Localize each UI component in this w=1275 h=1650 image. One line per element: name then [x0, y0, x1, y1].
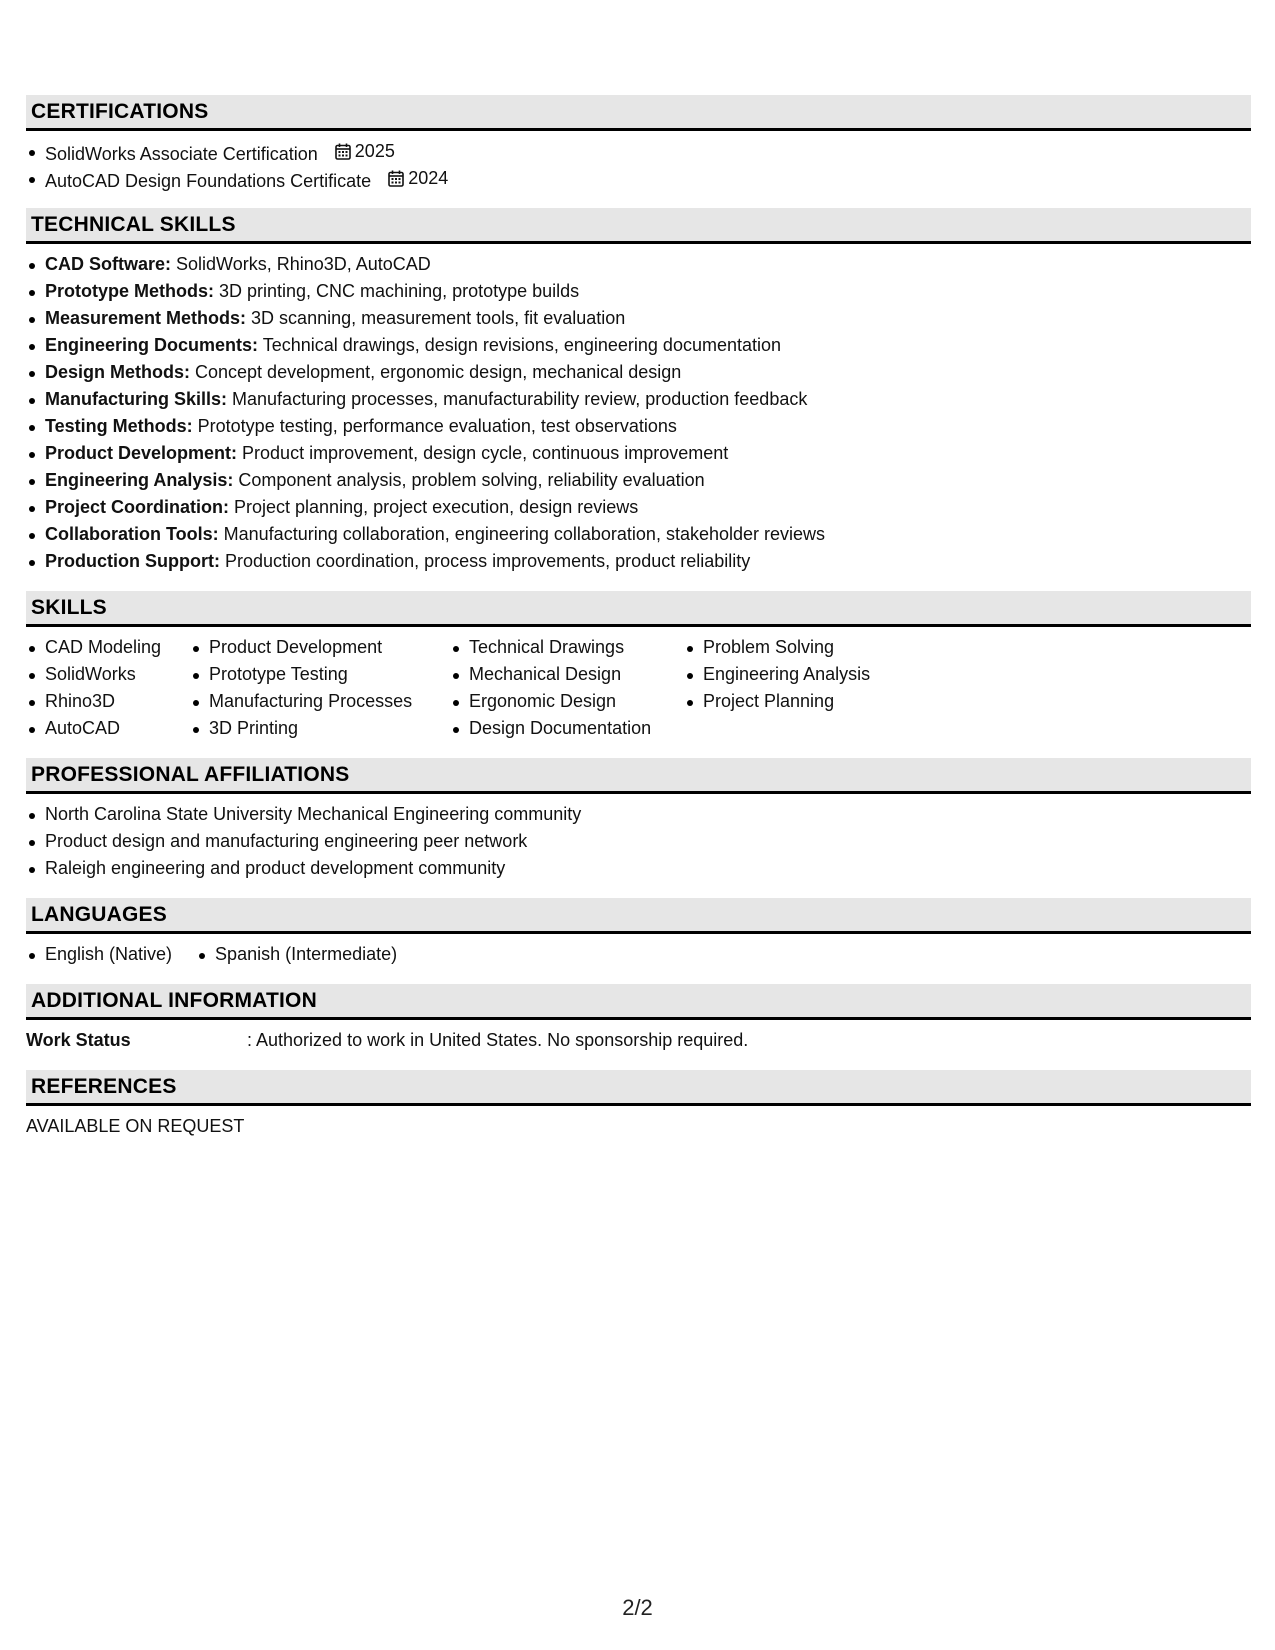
certification-date: [335, 138, 395, 165]
section-title: PROFESSIONAL AFFILIATIONS: [31, 762, 350, 786]
calendar-icon: [335, 143, 351, 160]
info-label: Work Status: [26, 1030, 131, 1050]
technical-skill-item: [26, 305, 1251, 332]
section-title: CERTIFICATIONS: [31, 99, 209, 123]
technical-skills-section: [26, 208, 1251, 575]
skill-category-value: Manufacturing processes, manufacturability review, production feedback: [227, 389, 808, 409]
section-title: ADDITIONAL INFORMATION: [31, 988, 317, 1012]
affiliation-item: Product design and manufacturing engineering peer network: [26, 828, 1251, 855]
affiliations-section: [26, 758, 1251, 882]
skills-column: [450, 634, 660, 742]
skill-item: Design Documentation: [450, 715, 660, 742]
references-header: [26, 1070, 1251, 1106]
skill-category-label: Testing Methods:: [45, 416, 193, 436]
certification-date: [388, 165, 448, 192]
skill-category-label: Production Support:: [45, 551, 220, 571]
technical-skill-item: [26, 278, 1251, 305]
affiliation-item: North Carolina State University Mechanical Engineering community: [26, 801, 1251, 828]
technical-skills-header: [26, 208, 1251, 244]
languages-list: [26, 941, 1251, 968]
skill-category-value: Production coordination, process improvements, product reliability: [219, 551, 751, 571]
references-section: [26, 1070, 1251, 1140]
section-title: LANGUAGES: [31, 902, 167, 926]
skill-category-label: Project Coordination:: [45, 497, 229, 517]
languages-header: [26, 898, 1251, 934]
calendar-icon: [388, 170, 404, 187]
certifications-section: [26, 95, 1251, 192]
info-row-work-status: [26, 1027, 1251, 1054]
skill-category-value: Technical drawings, design revisions, engineering documentation: [258, 335, 782, 355]
skill-category-label: Collaboration Tools:: [45, 524, 219, 544]
skills-grid: [26, 634, 1251, 742]
certification-item: [26, 165, 1251, 192]
skill-item: Mechanical Design: [450, 661, 660, 688]
skill-item: SolidWorks: [26, 661, 166, 688]
skill-item: Problem Solving: [684, 634, 884, 661]
skill-item: Engineering Analysis: [684, 661, 884, 688]
skill-category-value: Manufacturing collaboration, engineering collaboration, stakeholder reviews: [218, 524, 826, 544]
languages-section: [26, 898, 1251, 968]
skill-item: Rhino3D: [26, 688, 166, 715]
technical-skill-item: [26, 548, 1251, 575]
technical-skills-list: [26, 251, 1251, 575]
skill-item: Project Planning: [684, 688, 884, 715]
additional-information-section: [26, 984, 1251, 1054]
skill-item: Product Development: [190, 634, 426, 661]
certification-year: 2024: [408, 168, 449, 188]
skill-item: Prototype Testing: [190, 661, 426, 688]
affiliations-list: [26, 801, 1251, 882]
skill-category-value: 3D printing, CNC machining, prototype builds: [214, 281, 580, 301]
technical-skill-item: [26, 494, 1251, 521]
skill-category-value: Product improvement, design cycle, continuous improvement: [237, 443, 729, 463]
page-number: 2/2: [622, 1595, 653, 1620]
skill-item: CAD Modeling: [26, 634, 166, 661]
technical-skill-item: [26, 359, 1251, 386]
skills-column: [26, 634, 166, 742]
resume-page: [26, 95, 1251, 1156]
certifications-list: [26, 138, 1251, 192]
skill-category-label: Product Development:: [45, 443, 238, 463]
skill-category-value: SolidWorks, Rhino3D, AutoCAD: [171, 254, 431, 274]
skill-item: Ergonomic Design: [450, 688, 660, 715]
skill-category-label: Manufacturing Skills:: [45, 389, 228, 409]
skill-category-value: Concept development, ergonomic design, mechanical design: [190, 362, 682, 382]
technical-skill-item: [26, 521, 1251, 548]
language-item: Spanish (Intermediate): [196, 941, 397, 968]
certification-year: 2025: [354, 141, 395, 161]
affiliations-header: [26, 758, 1251, 794]
section-title: SKILLS: [31, 595, 107, 619]
technical-skill-item: [26, 332, 1251, 359]
section-title: TECHNICAL SKILLS: [31, 212, 236, 236]
skill-category-value: Prototype testing, performance evaluation, test observations: [192, 416, 677, 436]
skill-category-label: Prototype Methods:: [45, 281, 214, 301]
skill-item: AutoCAD: [26, 715, 166, 742]
skill-category-label: Design Methods:: [45, 362, 191, 382]
skill-category-label: Engineering Analysis:: [45, 470, 234, 490]
skill-category-value: Project planning, project execution, design reviews: [229, 497, 639, 517]
technical-skill-item: [26, 413, 1251, 440]
certification-name: AutoCAD Design Foundations Certificate: [45, 171, 372, 191]
info-value: : Authorized to work in United States. No sponsorship required.: [247, 1030, 749, 1050]
skill-category-label: Engineering Documents:: [45, 335, 259, 355]
references-text: AVAILABLE ON REQUEST: [26, 1116, 245, 1136]
skills-section: [26, 591, 1251, 742]
skill-item: 3D Printing: [190, 715, 426, 742]
additional-information-header: [26, 984, 1251, 1020]
technical-skill-item: [26, 251, 1251, 278]
certification-item: [26, 138, 1251, 165]
technical-skill-item: [26, 467, 1251, 494]
language-item: English (Native): [26, 941, 172, 968]
certification-name: SolidWorks Associate Certification: [45, 144, 318, 164]
skill-item: Manufacturing Processes: [190, 688, 426, 715]
skills-column: [684, 634, 884, 742]
certifications-header: [26, 95, 1251, 131]
skill-item: Technical Drawings: [450, 634, 660, 661]
skill-category-label: CAD Software:: [45, 254, 172, 274]
skill-category-label: Measurement Methods:: [45, 308, 247, 328]
skill-category-value: Component analysis, problem solving, reliability evaluation: [233, 470, 705, 490]
technical-skill-item: [26, 440, 1251, 467]
skill-category-value: 3D scanning, measurement tools, fit evaluation: [246, 308, 626, 328]
section-title: REFERENCES: [31, 1074, 177, 1098]
skills-header: [26, 591, 1251, 627]
skills-column: [190, 634, 426, 742]
technical-skill-item: [26, 386, 1251, 413]
affiliation-item: Raleigh engineering and product development community: [26, 855, 1251, 882]
